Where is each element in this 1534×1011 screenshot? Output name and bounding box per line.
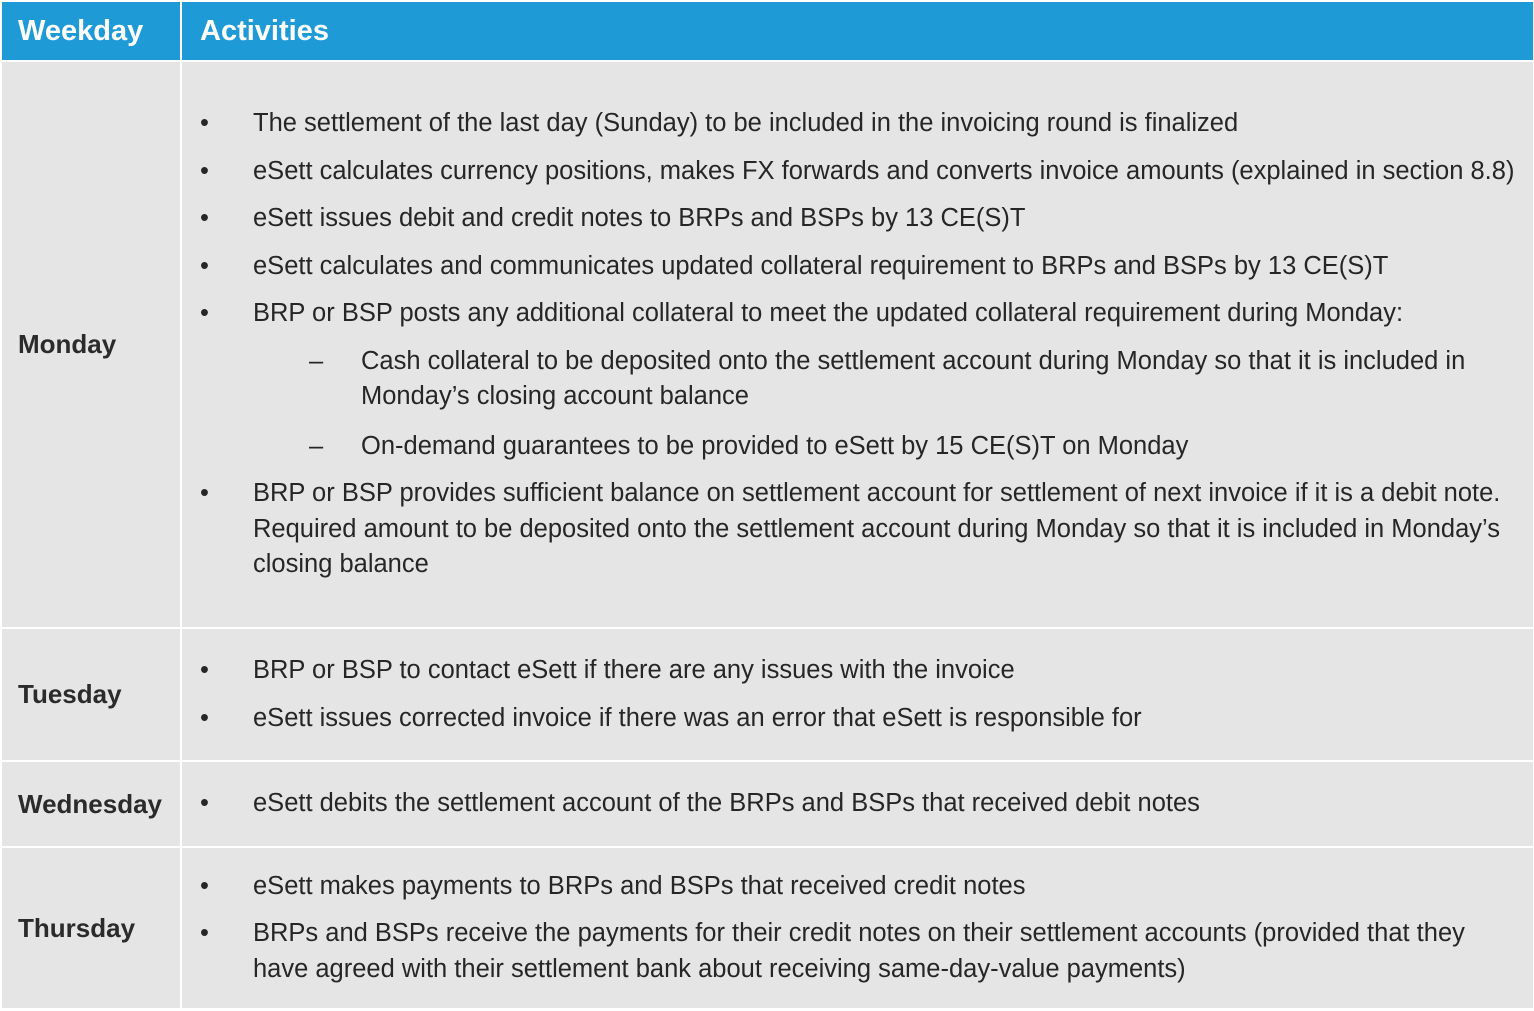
list-item [200, 653, 1523, 689]
bullet-icon: • [200, 871, 209, 900]
list-item [200, 249, 1523, 285]
list-item [200, 476, 1523, 583]
list-item [200, 916, 1523, 987]
bullet-icon: • [200, 656, 209, 684]
activities-cell [182, 762, 1533, 846]
activity-text: eSett calculates currency positions, makes FX forwards and converts invoice amounts (explained in section 8.8) [253, 156, 1515, 185]
bullet-icon: • [200, 299, 209, 328]
bullet-icon: • [200, 479, 209, 508]
bullet-icon: • [200, 789, 209, 818]
list-item [200, 154, 1523, 190]
table-row-thursday [2, 848, 1533, 1008]
activities-cell [182, 629, 1533, 760]
bullet-icon: • [200, 251, 209, 280]
activity-text: eSett issues debit and credit notes to BRPs and BSPs by 13 CE(S)T [253, 204, 1026, 233]
list-item [200, 701, 1523, 737]
weekday-activities-table [2, 2, 1533, 1008]
bullet-icon: • [200, 919, 209, 948]
weekday-cell: Monday [2, 62, 182, 627]
sub-activity-text: On-demand guarantees to be provided to eSett by 15 CE(S)T on Monday [361, 431, 1189, 460]
table-row-monday [2, 62, 1533, 629]
bullet-icon: • [200, 204, 209, 233]
activities-cell [182, 848, 1533, 1008]
table-row-wednesday [2, 762, 1533, 848]
weekday-cell: Thursday [2, 848, 182, 1008]
activity-text: BRP or BSP to contact eSett if there are any issues with the invoice [253, 656, 1015, 684]
activity-text: BRPs and BSPs receive the payments for their credit notes on their settlement accounts (provided that they have agreed with their settlement bank about receiving same-day-value payments) [253, 919, 1465, 983]
sub-activity-text: Cash collateral to be deposited onto the settlement account during Monday so that it is included in Monday’s closing account balance [361, 346, 1466, 411]
weekday-cell: Tuesday [2, 629, 182, 760]
activity-text: eSett debits the settlement account of the BRPs and BSPs that received debit notes [253, 789, 1200, 818]
list-item [200, 296, 1523, 464]
activity-list [200, 653, 1523, 736]
list-item [200, 786, 1523, 822]
sub-list-item [253, 344, 1523, 415]
bullet-icon: • [200, 703, 209, 732]
sub-list-item [253, 429, 1523, 465]
bullet-icon: • [200, 109, 209, 138]
activities-cell [182, 62, 1533, 627]
activity-list [200, 106, 1523, 583]
activity-text: BRP or BSP posts any additional collateral to meet the updated collateral requirement during Monday: [253, 299, 1404, 328]
activity-list [200, 869, 1523, 988]
list-item [200, 106, 1523, 142]
activity-text: BRP or BSP provides sufficient balance on settlement account for settlement of next invoice if it is a debit note. Required amount to be deposited onto the settlement account during Monday so that it is included in Monday’s closing balance [253, 479, 1501, 579]
weekday-cell: Wednesday [2, 762, 182, 846]
activity-text: eSett issues corrected invoice if there was an error that eSett is responsible for [253, 703, 1142, 732]
list-item [200, 869, 1523, 905]
table-row-tuesday [2, 629, 1533, 762]
header-weekday: Weekday [2, 2, 182, 60]
table-header [2, 2, 1533, 62]
bullet-icon: • [200, 156, 209, 185]
activity-list [200, 786, 1523, 822]
dash-icon: – [309, 346, 324, 375]
activity-text: eSett makes payments to BRPs and BSPs that received credit notes [253, 871, 1026, 900]
header-activities: Activities [200, 14, 329, 47]
activity-text: The settlement of the last day (Sunday) to be included in the invoicing round is finalized [253, 109, 1239, 138]
dash-icon: – [309, 431, 324, 460]
activity-text: eSett calculates and communicates updated collateral requirement to BRPs and BSPs by 13 CE(S)T [253, 251, 1389, 280]
list-item [200, 201, 1523, 237]
sub-activity-list [253, 344, 1523, 465]
